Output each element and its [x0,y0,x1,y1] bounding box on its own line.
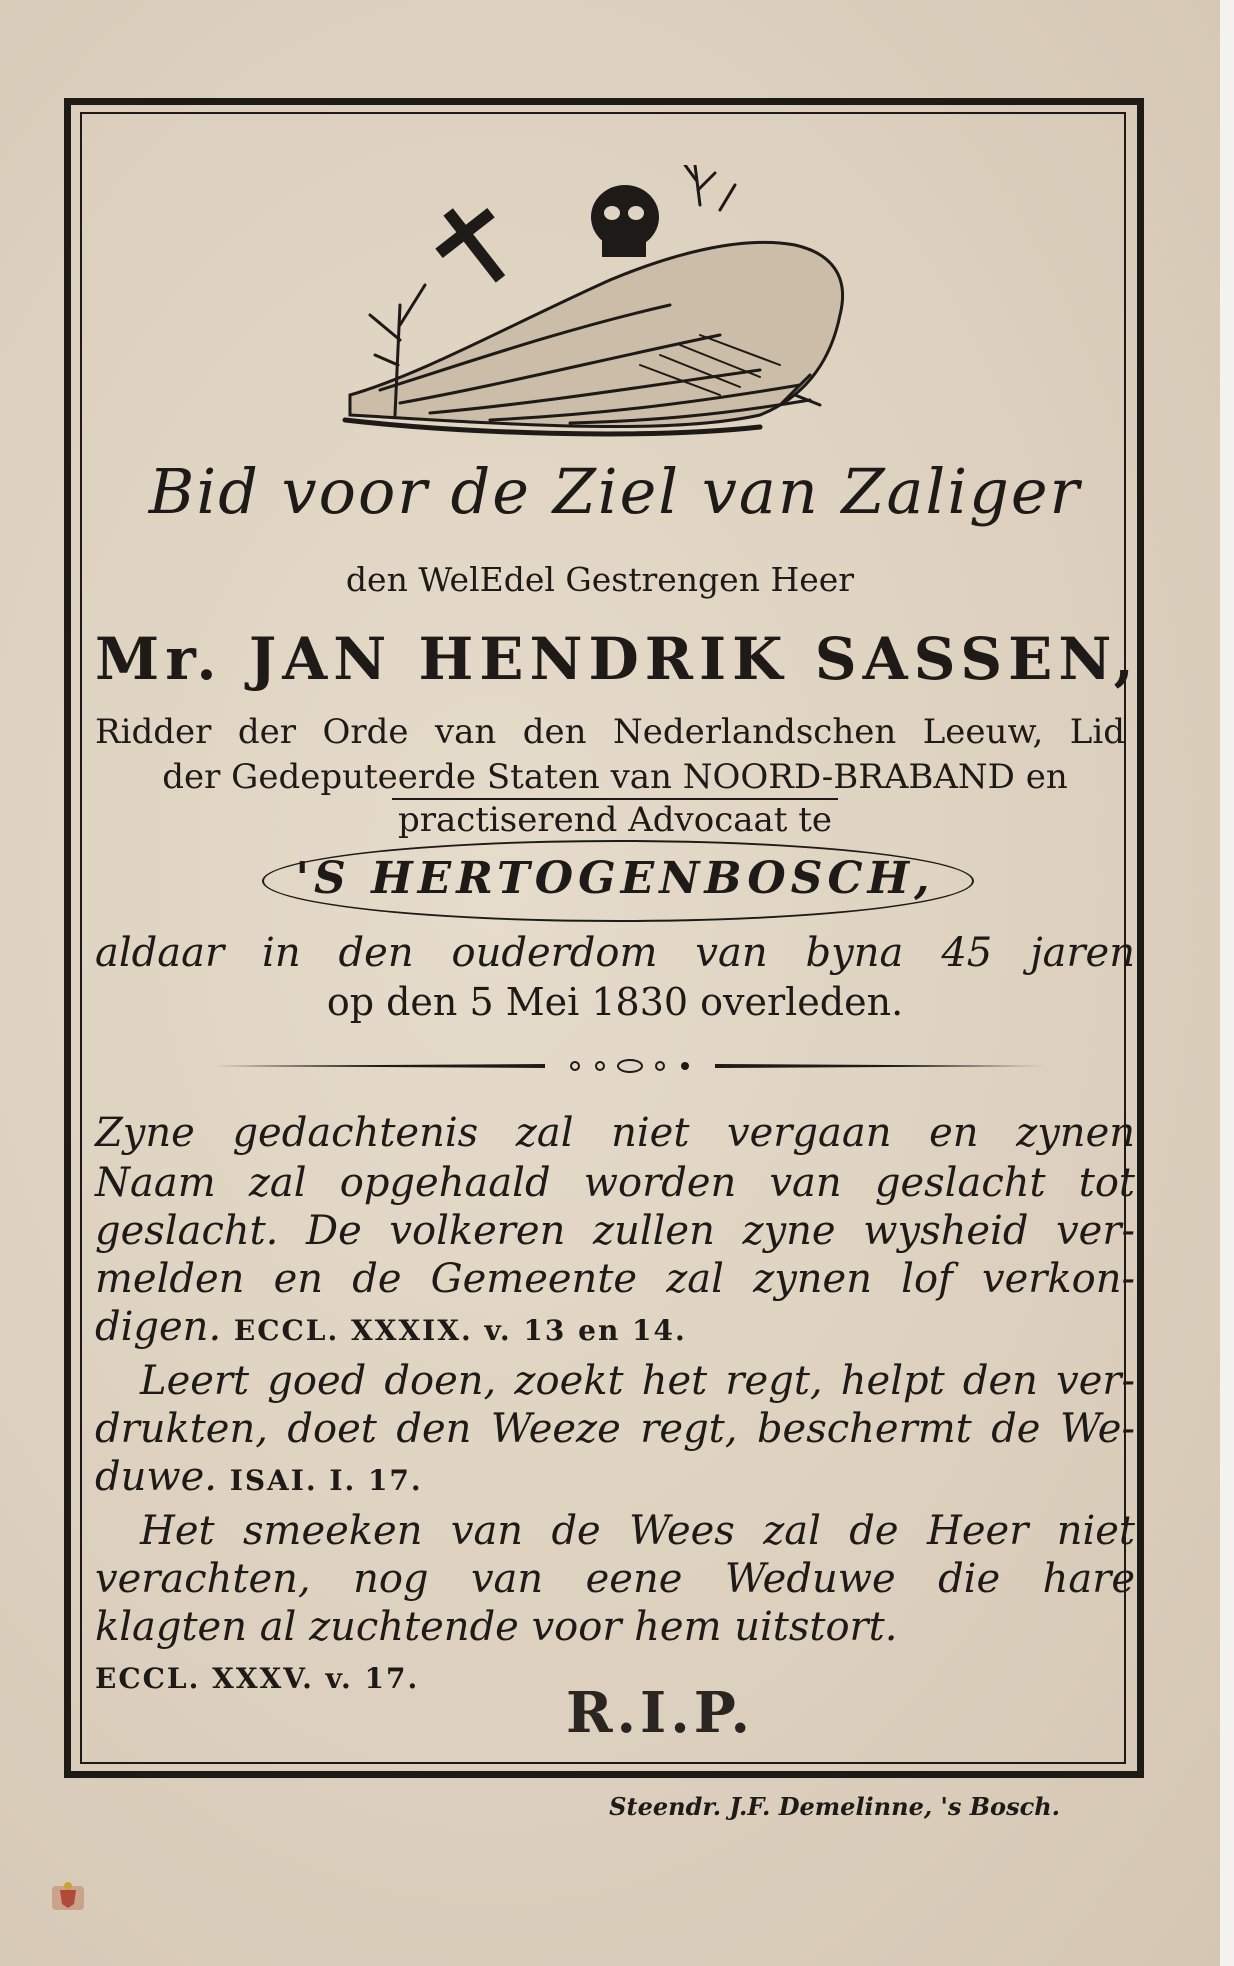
quote-1-line-2: Naam zal opgehaald worden van geslacht tot [95,1160,1135,1206]
quote-3-line-2: verachten, nog van eene Weduwe die hare [95,1556,1135,1602]
quote-2-line-3 [95,1454,1135,1500]
coat-of-arms-seal-icon [48,1880,88,1914]
title-line-3 [95,800,1135,840]
quote-2-line-1: Leert goed doen, zoekt het regt, helpt den ver- [140,1358,1135,1404]
quote-3-reference: ECCL. XXXV. v. 17. [95,1662,420,1695]
quote-1-line-3: geslacht. De volkeren zullen zyne wysheid ver- [95,1208,1135,1254]
quote-1-line-1: Zyne gedachtenis zal niet vergaan en zynen [95,1110,1135,1156]
age-line: aldaar in den ouderdom van byna 45 jaren [95,930,1135,976]
quote-1-line-4: melden en de Gemeente zal zynen lof verkon- [95,1256,1135,1302]
quote-2-end: duwe. [95,1454,217,1500]
city-name: 'S HERTOGENBOSCH, [295,853,935,904]
quote-3-line-3: klagten al zuchtende voor hem uitstort. [95,1604,898,1650]
quote-1-line-5 [95,1304,1135,1350]
quote-3-line-1: Het smeeken van de Wees zal de Heer niet [140,1508,1135,1554]
title-line-1: Ridder der Orde van den Nederlandschen Leeuw, Lid [95,712,1125,752]
header-invocation: Bid voor de Ziel van Zaliger [148,455,1082,528]
title-line-2: der Gedeputeerde Staten van NOORD-BRABAND en [162,757,1068,797]
printer-credit: Steendr. J.F. Demelinne, 's Bosch. [609,1792,1060,1821]
death-date-line: op den 5 Mei 1830 overleden. [326,980,904,1024]
ornamental-divider-icon [215,1052,1045,1080]
title-line-3-text: practiserend Advocaat te [392,798,838,840]
quote-1-reference: ECCL. XXXIX. v. 13 en 14. [233,1314,687,1347]
deceased-name: Mr. JAN HENDRIK SASSEN, [95,625,1140,693]
rip-inscription: R.I.P. [565,1680,755,1746]
quote-1-end: digen. [95,1304,222,1350]
quote-2-line-2: drukten, doet den Weeze regt, beschermt de We- [95,1406,1135,1452]
quote-2-reference: ISAI. I. 17. [229,1464,423,1497]
grave-with-cross-and-skull-icon [340,165,880,450]
honorific-line: den WelEdel Gestrengen Heer [345,560,855,599]
scan-edge [1220,0,1234,1966]
